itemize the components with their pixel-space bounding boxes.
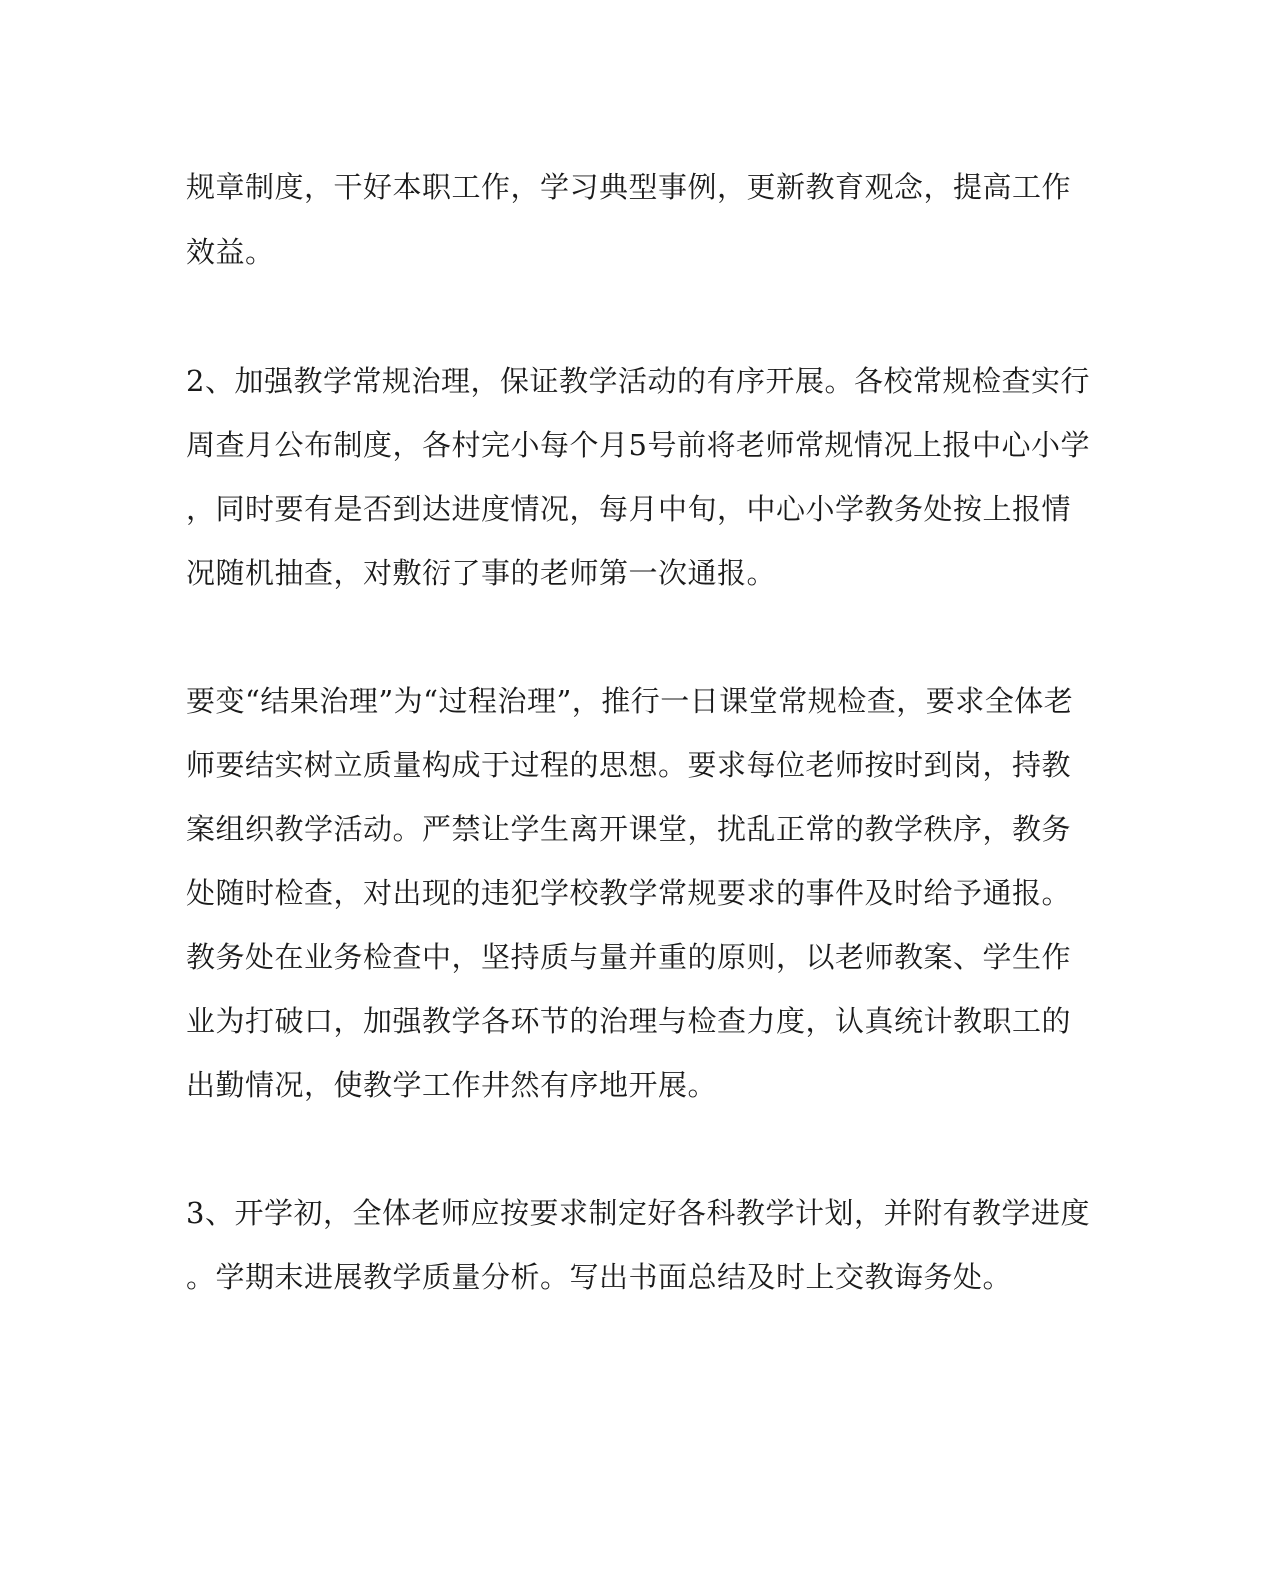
text-line: 3、开学初，全体老师应按要求制定好各科教学计划，并附有教学进度 xyxy=(186,1196,1090,1230)
text-line: 。学期末进展教学质量分析。写出书面总结及时上交教诲务处。 xyxy=(186,1260,1013,1294)
text-line: 案组织教学活动。严禁让学生离开课堂，扰乱正常的教学秩序，教务 xyxy=(186,812,1072,846)
text-line: 业为打破口，加强教学各环节的治理与检查力度，认真统计教职工的 xyxy=(186,1004,1072,1038)
text-line: 教务处在业务检查中，坚持质与量并重的原则，以老师教案、学生作 xyxy=(186,940,1072,974)
text-line: 周查月公布制度，各村完小每个月5号前将老师常规情况上报中心小学 xyxy=(186,428,1090,462)
text-line: 出勤情况，使教学工作井然有序地开展。 xyxy=(186,1068,718,1102)
text-line: 师要结实树立质量构成于过程的思想。要求每位老师按时到岗，持教 xyxy=(186,748,1072,782)
text-line: 规章制度，干好本职工作，学习典型事例，更新教育观念，提高工作 xyxy=(186,170,1072,204)
text-line: 效益。 xyxy=(186,235,275,269)
text-line: 况随机抽查，对敷衍了事的老师第一次通报。 xyxy=(186,556,777,590)
text-line: 要变“结果治理”为“过程治理”，推行一日课堂常规检查，要求全体老 xyxy=(186,684,1074,718)
text-line: 处随时检查，对出现的违犯学校教学常规要求的事件及时给予通报。 xyxy=(186,876,1072,910)
text-line: ，同时要有是否到达进度情况，每月中旬，中心小学教务处按上报情 xyxy=(186,492,1072,526)
text-line: 2、加强教学常规治理，保证教学活动的有序开展。各校常规检查实行 xyxy=(186,364,1090,398)
